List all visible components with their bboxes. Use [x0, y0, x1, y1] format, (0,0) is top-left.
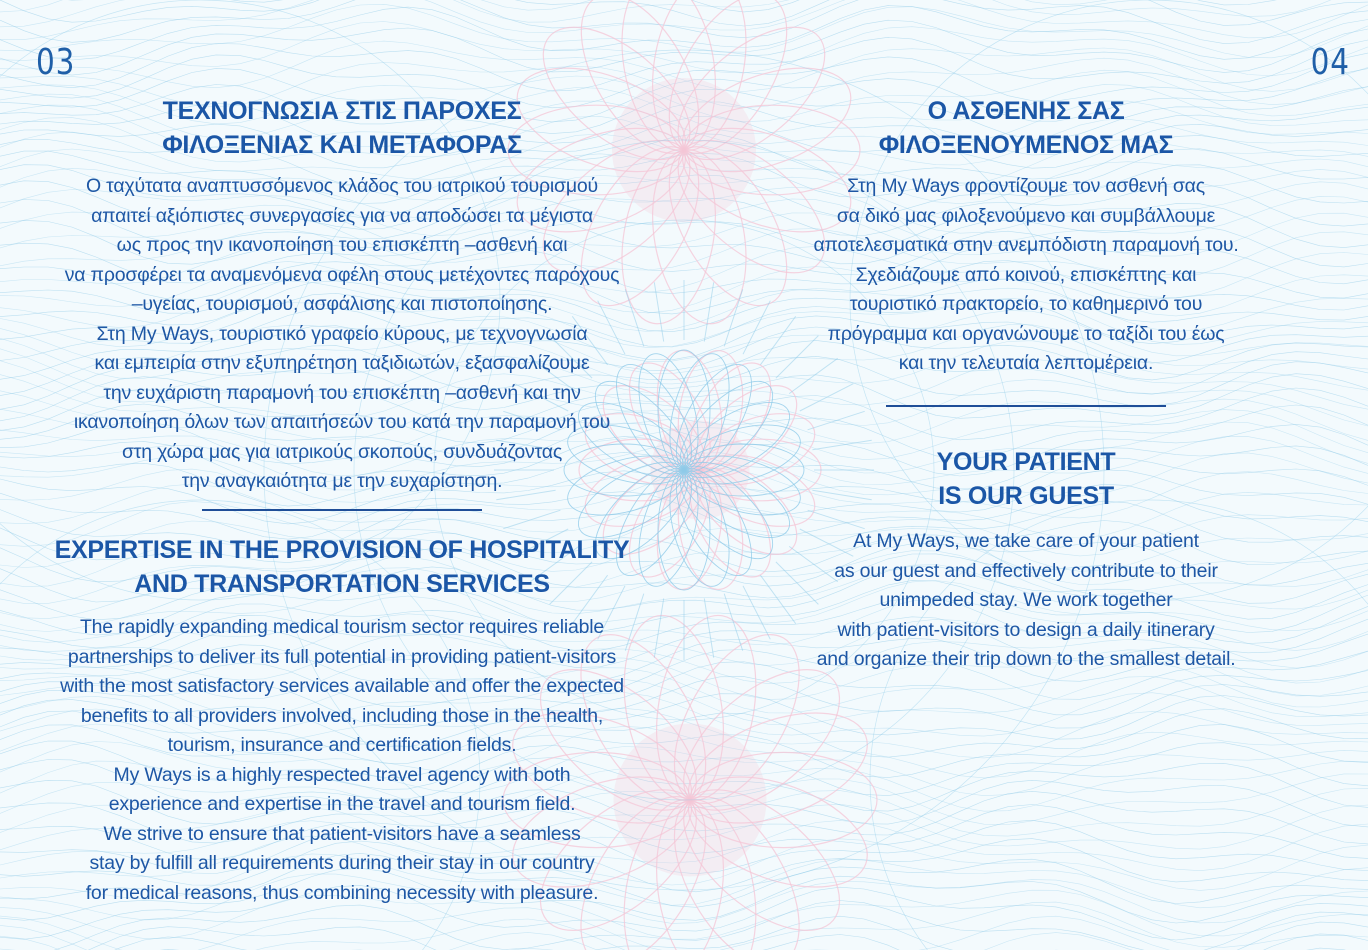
page-number: 04 — [1310, 42, 1350, 83]
section-body: Στη My Ways φροντίζουμε τον ασθενή σας σα δικό μας φιλοξενούμενο και συμβάλλουμε αποτελεσματικά στην ανεμπόδιστη παραμονή του. Σχεδιάζουμε από κοινού, επισκέπτης και τουριστικό πρακτορείο, το καθημερινό του πρόγραμμα και οργανώνουμε το ταξίδι του έως και την τελευταία λεπτομέρεια. — [813, 175, 1239, 374]
english-section — [784, 445, 1268, 675]
right-page — [684, 0, 1368, 950]
section-heading: ΤΕΧΝΟΓΝΩΣΙΑ ΣΤΙΣ ΠΑΡΟΧΕΣ ΦΙΛΟΞΕΝΙΑΣ ΚΑΙ ΜΕΤΑΦΟΡΑΣ — [162, 97, 522, 159]
divider-rule — [886, 405, 1166, 407]
greek-section — [42, 94, 642, 511]
page-number: 03 — [36, 42, 76, 83]
english-section — [42, 533, 642, 908]
divider-rule — [202, 509, 482, 511]
section-heading: EXPERTISE IN THE PROVISION OF HOSPITALITY AND TRANSPORTATION SERVICES — [54, 536, 630, 598]
section-body: The rapidly expanding medical tourism sector requires reliable partnerships to deliver its full potential in providing patient-visitors with the most satisfactory services available and offer the expected benefits to all providers involved, including those in the health, tourism, insurance and certification fields. My Ways is a highly respected travel agency with both experience and expertise in the travel and tourism field. We strive to ensure that patient-visitors have a seamless stay by fulfill all requirements during their stay in our country for medical reasons, thus combining necessity with pleasure. — [60, 616, 624, 904]
section-heading: Ο ΑΣΘΕΝΗΣ ΣΑΣ ΦΙΛΟΞΕΝΟΥΜΕΝΟΣ ΜΑΣ — [878, 97, 1174, 159]
section-heading: YOUR PATIENT IS OUR GUEST — [936, 448, 1116, 510]
section-body: At My Ways, we take care of your patient as our guest and effectively contribute to their unimpeded stay. We work together with patient-visitors to design a daily itinerary and organize their trip down to the smallest detail. — [816, 530, 1236, 670]
section-body: Ο ταχύτατα αναπτυσσόμενος κλάδος του ιατρικού τουρισμού απαιτεί αξιόπιστες συνεργασίες για να αποδώσει τα μέγιστα ως προς την ικανοποίηση του επισκέπτη –ασθενή και να προσφέρει τα αναμενόμενα οφέλη στους μετέχοντες παρόχους –υγείας, τουρισμού, ασφάλισης και πιστοποίησης. Στη My Ways, τουριστικό γραφείο κύρους, με τεχνογνωσία και εμπειρία στην εξυπηρέτηση ταξιδιωτών, εξασφαλίζουμε την ευχάριστη παραμονή του επισκέπτη –ασθενή και την ικανοποίηση όλων των απαιτήσεών του κατά την παραμονή του στη χώρα μας για ιατρικούς σκοπούς, συνδυάζοντας την αναγκαιότητα με την ευχαρίστηση. — [64, 175, 620, 492]
greek-section — [784, 94, 1268, 407]
